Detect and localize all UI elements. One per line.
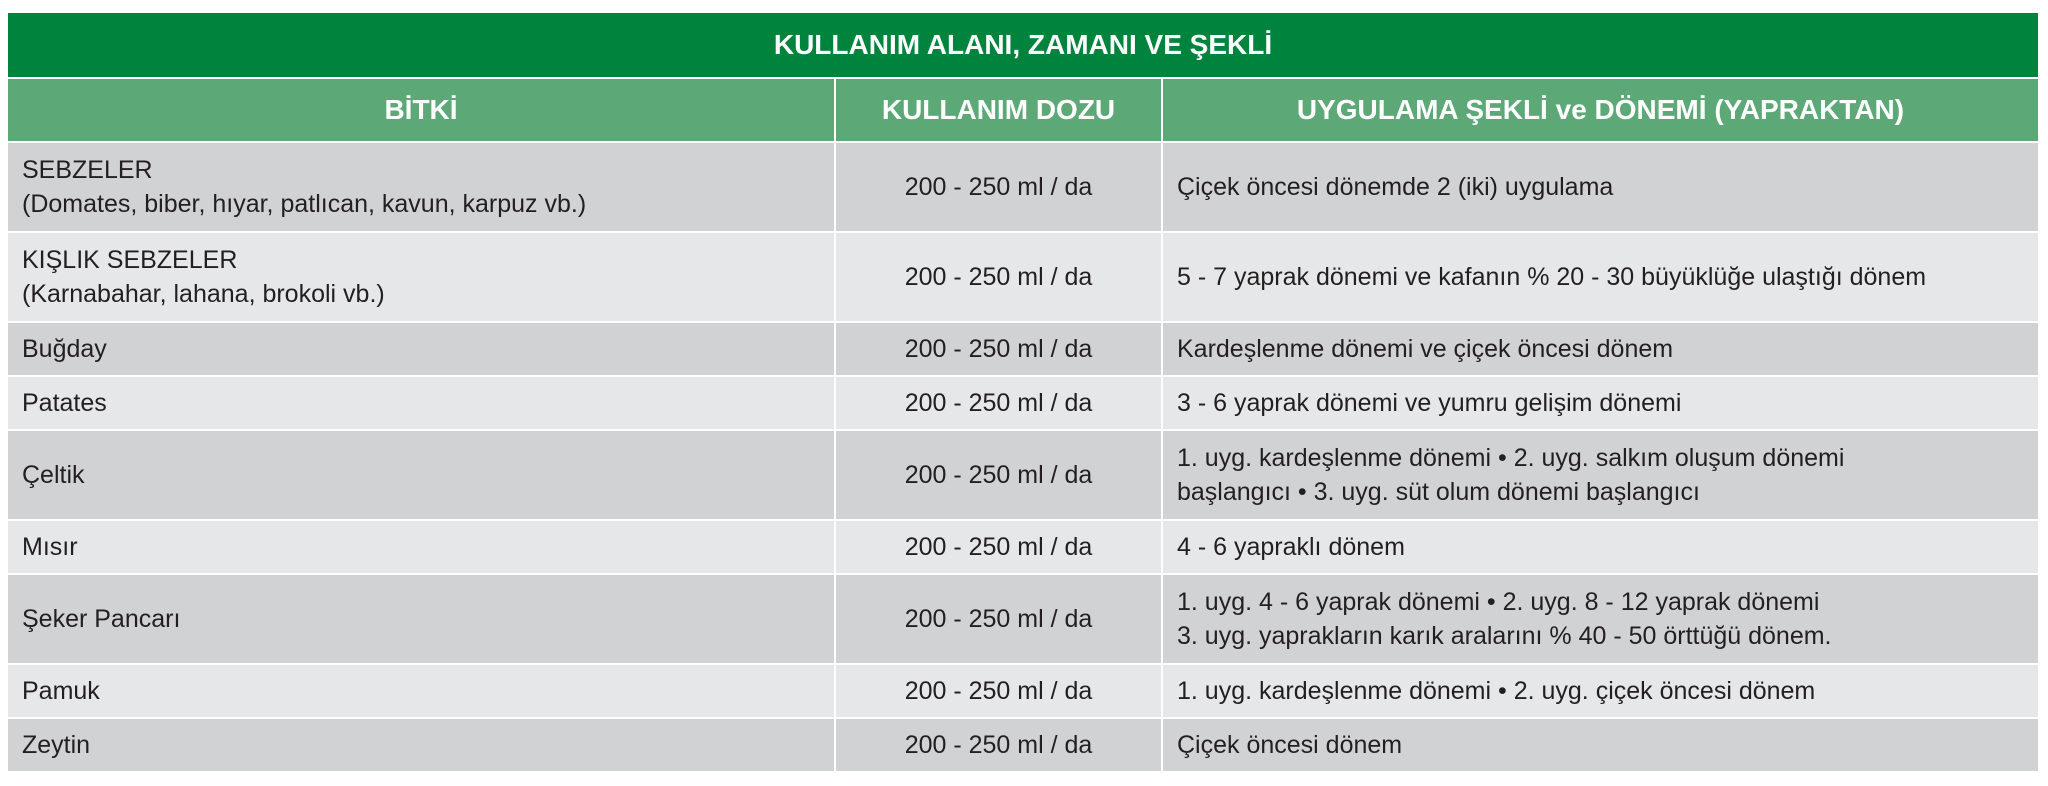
- header-plant: BİTKİ: [8, 78, 835, 142]
- dose-cell: 200 - 250 ml / da: [835, 520, 1162, 574]
- table-row: [8, 520, 2038, 574]
- plant-cell: [8, 574, 835, 664]
- method-text: 3. uyg. yaprakların karık aralarını % 40 - 50 örttüğü dönem.: [1177, 622, 1832, 650]
- table-header-row: [8, 78, 2038, 142]
- dose-cell: 200 - 250 ml / da: [835, 322, 1162, 376]
- method-text: 5 - 7 yaprak dönemi ve kafanın % 20 - 30 büyüklüğe ulaştığı dönem: [1177, 263, 1927, 291]
- method-cell: [1162, 322, 2038, 376]
- plant-cell: [8, 322, 835, 376]
- dose-cell: 200 - 250 ml / da: [835, 718, 1162, 772]
- method-text: Kardeşlenme dönemi ve çiçek öncesi dönem: [1177, 335, 1674, 363]
- method-cell: [1162, 430, 2038, 520]
- plant-examples: (Domates, biber, hıyar, patlıcan, kavun, karpuz vb.): [22, 190, 587, 218]
- plant-name: Buğday: [22, 335, 107, 363]
- usage-table-container: [8, 13, 2038, 773]
- table-row: [8, 142, 2038, 232]
- plant-examples: (Karnabahar, lahana, brokoli vb.): [22, 280, 385, 308]
- table-row: [8, 574, 2038, 664]
- table-row: [8, 718, 2038, 772]
- method-text: 4 - 6 yapraklı dönem: [1177, 533, 1405, 561]
- method-cell: [1162, 520, 2038, 574]
- method-cell: [1162, 664, 2038, 718]
- dose-cell: 200 - 250 ml / da: [835, 232, 1162, 322]
- plant-cell: [8, 232, 835, 322]
- table-title-row: [8, 13, 2038, 78]
- header-method: UYGULAMA ŞEKLİ ve DÖNEMİ (YAPRAKTAN): [1162, 78, 2038, 142]
- method-cell: [1162, 574, 2038, 664]
- plant-name: Zeytin: [22, 731, 91, 759]
- plant-cell: [8, 142, 835, 232]
- dose-cell: 200 - 250 ml / da: [835, 574, 1162, 664]
- header-dose: KULLANIM DOZU: [835, 78, 1162, 142]
- plant-name: Mısır: [22, 533, 78, 561]
- method-text: 1. uyg. 4 - 6 yaprak dönemi • 2. uyg. 8 - 12 yaprak dönemi: [1177, 588, 1820, 616]
- table-row: [8, 322, 2038, 376]
- plant-name: Pamuk: [22, 677, 100, 705]
- plant-name: Şeker Pancarı: [22, 605, 181, 633]
- method-text: Çiçek öncesi dönem: [1177, 731, 1403, 759]
- method-text: 3 - 6 yaprak dönemi ve yumru gelişim dönemi: [1177, 389, 1682, 417]
- table-row: [8, 664, 2038, 718]
- method-text: 1. uyg. kardeşlenme dönemi • 2. uyg. çiçek öncesi dönem: [1177, 677, 1816, 705]
- plant-name: Patates: [22, 389, 107, 417]
- dose-cell: 200 - 250 ml / da: [835, 376, 1162, 430]
- plant-name: KIŞLIK SEBZELER: [22, 246, 238, 274]
- method-cell: [1162, 718, 2038, 772]
- table-title: KULLANIM ALANI, ZAMANI VE ŞEKLİ: [8, 13, 2038, 78]
- dose-cell: 200 - 250 ml / da: [835, 664, 1162, 718]
- plant-cell: [8, 520, 835, 574]
- method-text: Çiçek öncesi dönemde 2 (iki) uygulama: [1177, 173, 1614, 201]
- plant-cell: [8, 664, 835, 718]
- dose-cell: 200 - 250 ml / da: [835, 142, 1162, 232]
- method-cell: [1162, 232, 2038, 322]
- table-row: [8, 376, 2038, 430]
- table-row: [8, 232, 2038, 322]
- method-text: başlangıcı • 3. uyg. süt olum dönemi başlangıcı: [1177, 478, 1700, 506]
- plant-cell: [8, 718, 835, 772]
- method-cell: [1162, 142, 2038, 232]
- plant-cell: [8, 376, 835, 430]
- plant-name: Çeltik: [22, 461, 85, 489]
- method-cell: [1162, 376, 2038, 430]
- plant-cell: [8, 430, 835, 520]
- dose-cell: 200 - 250 ml / da: [835, 430, 1162, 520]
- method-text: 1. uyg. kardeşlenme dönemi • 2. uyg. salkım oluşum dönemi: [1177, 444, 1845, 472]
- plant-name: SEBZELER: [22, 156, 153, 184]
- usage-table: [8, 13, 2038, 773]
- table-row: [8, 430, 2038, 520]
